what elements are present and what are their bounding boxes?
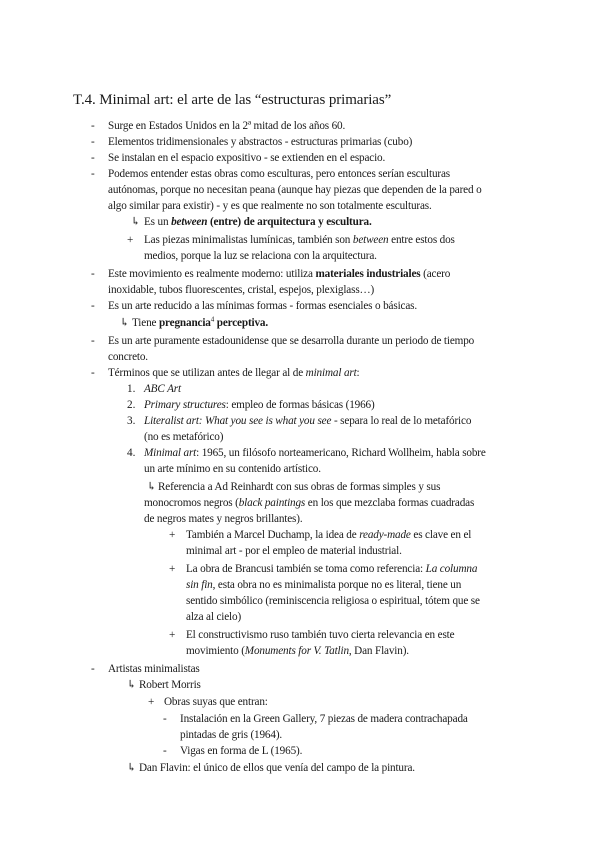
dash-marker: - [91, 300, 95, 312]
bullet-materials-line1: Este movimiento es realmente moderno: utiliza materiales industriales (acero [108, 268, 451, 280]
number-marker: 1. [127, 383, 136, 395]
term-primary-structures: Primary structures: empleo de formas básicas (1966) [144, 399, 375, 411]
plus-marker: + [127, 234, 134, 246]
bullet-origin: Surge en Estados Unidos en la 2ª mitad de los años 60. [108, 120, 346, 132]
arrow-marker: ↳ [127, 679, 137, 691]
brancusi-line1: La obra de Brancusi también se toma como referencia: La columna [186, 563, 478, 575]
pregnancy-note: Tiene pregnancia$^4$ perceptiva. [132, 315, 269, 329]
number-marker: 2. [127, 399, 136, 411]
between-note: Es un between (entre) de arquitectura y escultura. [144, 216, 372, 228]
constructivism-line2: movimiento (Monuments for V. Tatlin, Dan Flavin). [186, 645, 409, 657]
reinhardt-line2: monocromos negros (black paintings en los que mezclaba formas cuadradas [144, 497, 475, 509]
plus-marker: + [148, 696, 155, 708]
page-title: T.4. Minimal art: el arte de las “estructuras primarias” [73, 92, 392, 108]
bullet-sculpture-line2: autónomas, porque no necesitan peana (aunque hay piezas que dependen de la pared o [108, 184, 482, 196]
number-marker: 3. [127, 415, 136, 427]
arrow-marker: ↳ [120, 317, 130, 329]
artist-morris: Robert Morris [139, 679, 201, 691]
dash-marker: - [91, 268, 95, 280]
number-marker: 4. [127, 447, 136, 459]
artist-flavin: Dan Flavin: el único de ellos que venía del campo de la pintura. [139, 762, 415, 774]
dash-marker: - [163, 713, 167, 725]
arrow-marker: ↳ [147, 481, 157, 493]
plus-marker: + [169, 563, 176, 575]
dash-marker: - [91, 168, 95, 180]
brancusi-line3: sentido simbólico (reminiscencia religiosa o espiritual, tótem que se [186, 595, 480, 607]
dash-marker: - [91, 663, 95, 675]
work-l-beams: Vigas en forma de L (1965). [180, 745, 303, 757]
dash-marker: - [91, 335, 95, 347]
luminic-pieces-line1: Las piezas minimalistas lumínicas, también son between entre estos dos [144, 234, 455, 246]
term-minimal-line2: un arte mínimo en su contenido artístico. [144, 463, 321, 475]
bullet-space: Se instalan en el espacio expositivo - se extienden en el espacio. [108, 152, 386, 164]
bullet-american-line2: concreto. [108, 351, 148, 363]
bullet-terms: Términos que se utilizan antes de llegar al de minimal art: [108, 367, 360, 379]
constructivism-line1: El constructivismo ruso también tuvo cierta relevancia en este [186, 629, 455, 641]
term-abc-art: ABC Art [144, 383, 181, 395]
term-literalist-line1: Literalist art: What you see is what you see - separa lo real de lo metafórico [144, 415, 472, 427]
brancusi-line2: sin fin, esta obra no es minimalista porque no es literal, tiene un [186, 579, 462, 591]
work-green-gallery-line2: pintadas de gris (1964). [180, 729, 283, 741]
arrow-marker: ↳ [127, 762, 137, 774]
term-minimal-line1: Minimal art: 1965, un filósofo norteamericano, Richard Wollheim, habla sobre [144, 447, 486, 459]
reinhardt-line3: de negros mates y negros brillantes). [144, 513, 303, 525]
plus-marker: + [169, 629, 176, 641]
bullet-materials-line2: inoxidable, tubos fluorescentes, cristal, espejos, plexiglass…) [108, 284, 375, 296]
bullet-american-line1: Es un arte puramente estadounidense que se desarrolla durante un periodo de tiempo [108, 335, 475, 347]
plus-marker: + [169, 529, 176, 541]
dash-marker: - [91, 136, 95, 148]
duchamp-line1: También a Marcel Duchamp, la idea de ready-made es clave en el [186, 529, 472, 541]
dash-marker: - [91, 152, 95, 164]
term-literalist-line2: (no es metafórico) [144, 431, 224, 443]
arrow-marker: ↳ [131, 216, 141, 228]
duchamp-line2: minimal art - por el empleo de material industrial. [186, 545, 402, 557]
bullet-reduced: Es un arte reducido a las mínimas formas - formas esenciales o básicas. [108, 300, 418, 312]
dash-marker: - [91, 120, 95, 132]
bullet-elements: Elementos tridimensionales y abstractos - estructuras primarias (cubo) [108, 136, 413, 148]
dash-marker: - [91, 367, 95, 379]
footnote-ref: 4 [210, 315, 215, 324]
brancusi-line4: alza al cielo) [186, 611, 242, 623]
reinhardt-line1: Referencia a Ad Reinhardt con sus obras de formas simples y sus [158, 481, 441, 493]
luminic-pieces-line2: medios, porque la luz se relaciona con la arquitectura. [144, 250, 377, 262]
bullet-sculpture-line3: algo similar para existir) - y es que realmente no son totalmente esculturas. [108, 200, 432, 212]
dash-marker: - [163, 745, 167, 757]
work-green-gallery-line1: Instalación en la Green Gallery, 7 piezas de madera contrachapada [180, 713, 468, 725]
morris-works-heading: Obras suyas que entran: [164, 696, 268, 708]
bullet-sculpture-line1: Podemos entender estas obras como esculturas, pero entonces serían esculturas [108, 168, 450, 180]
artists-heading: Artistas minimalistas [108, 663, 200, 675]
